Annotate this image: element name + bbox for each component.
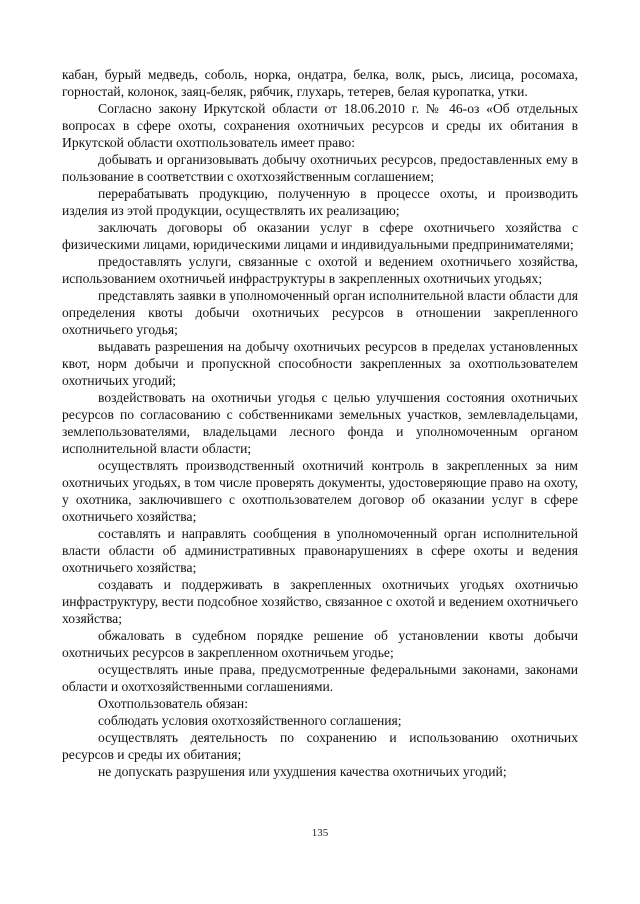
paragraph: создавать и поддерживать в закрепленных охотничьих угодьях охотничью инфраструктуру, вести подсобное хозяйство, связанное с охотой и ведением охотничьего хозяйства; (62, 577, 578, 626)
document-body (62, 66, 578, 780)
paragraph: составлять и направлять сообщения в уполномоченный орган исполнительной власти области об административных правонарушениях в сфере охоты и ведения охотничьего хозяйства; (62, 526, 578, 575)
paragraph: заключать договоры об оказании услуг в сфере охотничьего хозяйства с физическими лицами, юридическими лицами и индивидуальными предпринимателями; (62, 220, 578, 252)
paragraph: Охотпользователь обязан: (98, 696, 248, 711)
paragraph: представлять заявки в уполномоченный орган исполнительной власти области для определения квоты добычи охотничьих ресурсов в отношении закрепленного охотничьего угодья; (62, 288, 578, 337)
paragraph: воздействовать на охотничьи угодья с целью улучшения состояния охотничьих ресурсов по согласованию с собственниками земельных участков, землевладельцами, землепользователями, владельцами лесного фонда и уполномоченным органом исполнительной власти области; (62, 390, 578, 456)
paragraph: кабан, бурый медведь, соболь, норка, ондатра, белка, волк, рысь, лисица, росомаха, горностай, колонок, заяц-беляк, рябчик, глухарь, тетерев, белая куропатка, утки. (62, 67, 578, 99)
paragraph: Согласно закону Иркутской области от 18.06.2010 г. № 46-оз «Об отдельных вопросах в сфере охоты, сохранения охотничьих ресурсов и среды их обитания в Иркутской области охотпользователь имеет право: (62, 101, 578, 150)
page-number: 135 (311, 827, 329, 839)
paragraph: осуществлять производственный охотничий контроль в закрепленных за ним охотничьих угодьях, в том числе проверять документы, удостоверяющие право на охоту, у охотника, заключившего с охотпользователем договор об оказании услуг в сфере охотничьего хозяйства; (62, 458, 578, 524)
paragraph: соблюдать условия охотхозяйственного соглашения; (98, 713, 402, 728)
paragraph: осуществлять иные права, предусмотренные федеральными законами, законами области и охотхозяйственными соглашениями. (62, 662, 578, 694)
paragraph: добывать и организовывать добычу охотничьих ресурсов, предоставленных ему в пользование в соответствии с охотхозяйственным соглашением; (62, 152, 578, 184)
paragraph: перерабатывать продукцию, полученную в процессе охоты, и производить изделия из этой продукции, осуществлять их реализацию; (62, 186, 578, 218)
paragraph: осуществлять деятельность по сохранению и использованию охотничьих ресурсов и среды их обитания; (62, 730, 578, 762)
paragraph: обжаловать в судебном порядке решение об установлении квоты добычи охотничьих ресурсов в закрепленном охотничьем угодье; (62, 628, 578, 660)
paragraph: не допускать разрушения или ухудшения качества охотничьих угодий; (98, 764, 507, 779)
paragraph: выдавать разрешения на добычу охотничьих ресурсов в пределах установленных квот, норм добычи и пропускной способности закрепленных за охотпользователем охотничьих угодий; (62, 339, 578, 388)
paragraph: предоставлять услуги, связанные с охотой и ведением охотничьего хозяйства, использованием охотничьей инфраструктуры в закрепленных охотничьих угодьях; (62, 254, 578, 286)
